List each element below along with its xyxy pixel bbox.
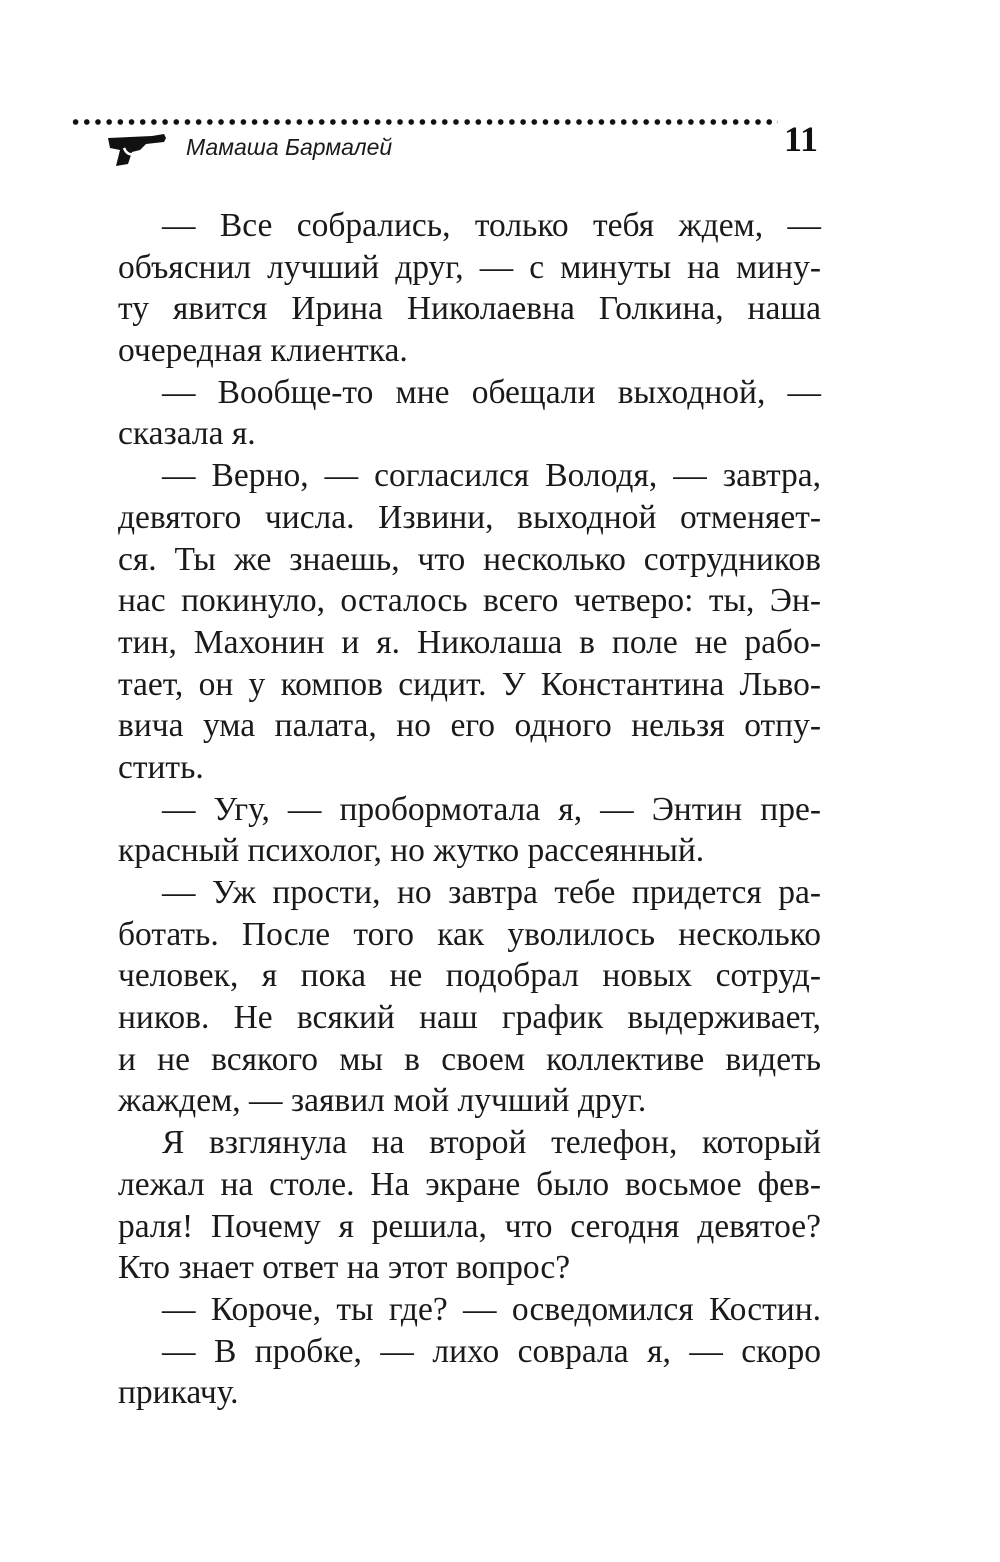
text-line: жаждем, — заявил мой лучший друг.: [118, 1082, 647, 1120]
text-line: объяснил лучший друг, — с минуты на мину-: [118, 248, 821, 286]
text-line: — Все собрались, только тебя ждем, —: [162, 207, 821, 244]
text-line: ся. Ты же знаешь, что несколько сотрудников: [118, 540, 821, 578]
text-line: девятого числа. Извини, выходной отменяет-: [118, 498, 821, 536]
page-number: 11: [784, 119, 819, 159]
text-line: — Вообще-то мне обещали выходной, —: [162, 373, 821, 411]
text-line: ботать. После того как уволилось несколько: [118, 915, 821, 953]
text-line: тает, он у компов сидит. У Константина Льво-: [118, 665, 821, 703]
text-line: прикачу.: [118, 1374, 239, 1412]
text-line: сказала я.: [118, 415, 256, 453]
text-line: лежал на столе. На экране было восьмое фев-: [118, 1165, 821, 1203]
text-line: — Верно, — согласился Володя, — завтра,: [162, 457, 821, 495]
text-line: ников. Не всякий наш график выдерживает,: [118, 999, 821, 1037]
text-line: — Уж прости, но завтра тебе придется ра-: [162, 874, 821, 911]
text-line: красный психолог, но жутко рассеянный.: [118, 832, 705, 870]
text-line: вича ума палата, но его одного нельзя отпу-: [118, 707, 821, 745]
text-line: очередная клиентка.: [118, 332, 408, 370]
body-text: [118, 205, 821, 1414]
text-line: ту явится Ирина Николаевна Голкина, наша: [118, 290, 821, 328]
text-line: — В пробке, — лихо соврала я, — скоро: [162, 1332, 821, 1370]
running-header: [0, 0, 1000, 200]
revolver-icon: [106, 124, 168, 168]
text-line: нас покинуло, осталось всего четверо: ты, Эн-: [118, 582, 821, 620]
text-line: Кто знает ответ на этот вопрос?: [118, 1249, 571, 1287]
text-line: — Угу, — пробормотала я, — Энтин пре-: [162, 790, 821, 828]
dotted-rule: [70, 118, 778, 126]
text-line: раля! Почему я решила, что сегодня девятое?: [118, 1207, 821, 1245]
text-line: стить.: [118, 748, 204, 786]
text-line: тин, Махонин и я. Николаша в поле не рабо-: [118, 623, 821, 661]
text-line: и не всякого мы в своем коллективе видеть: [118, 1040, 821, 1078]
text-line: — Короче, ты где? — осведомился Костин.: [162, 1290, 821, 1328]
running-title: Мамаша Бармалей: [186, 134, 393, 160]
text-line: человек, я пока не подобрал новых сотруд-: [118, 957, 821, 995]
text-line: Я взглянула на второй телефон, который: [162, 1124, 821, 1162]
